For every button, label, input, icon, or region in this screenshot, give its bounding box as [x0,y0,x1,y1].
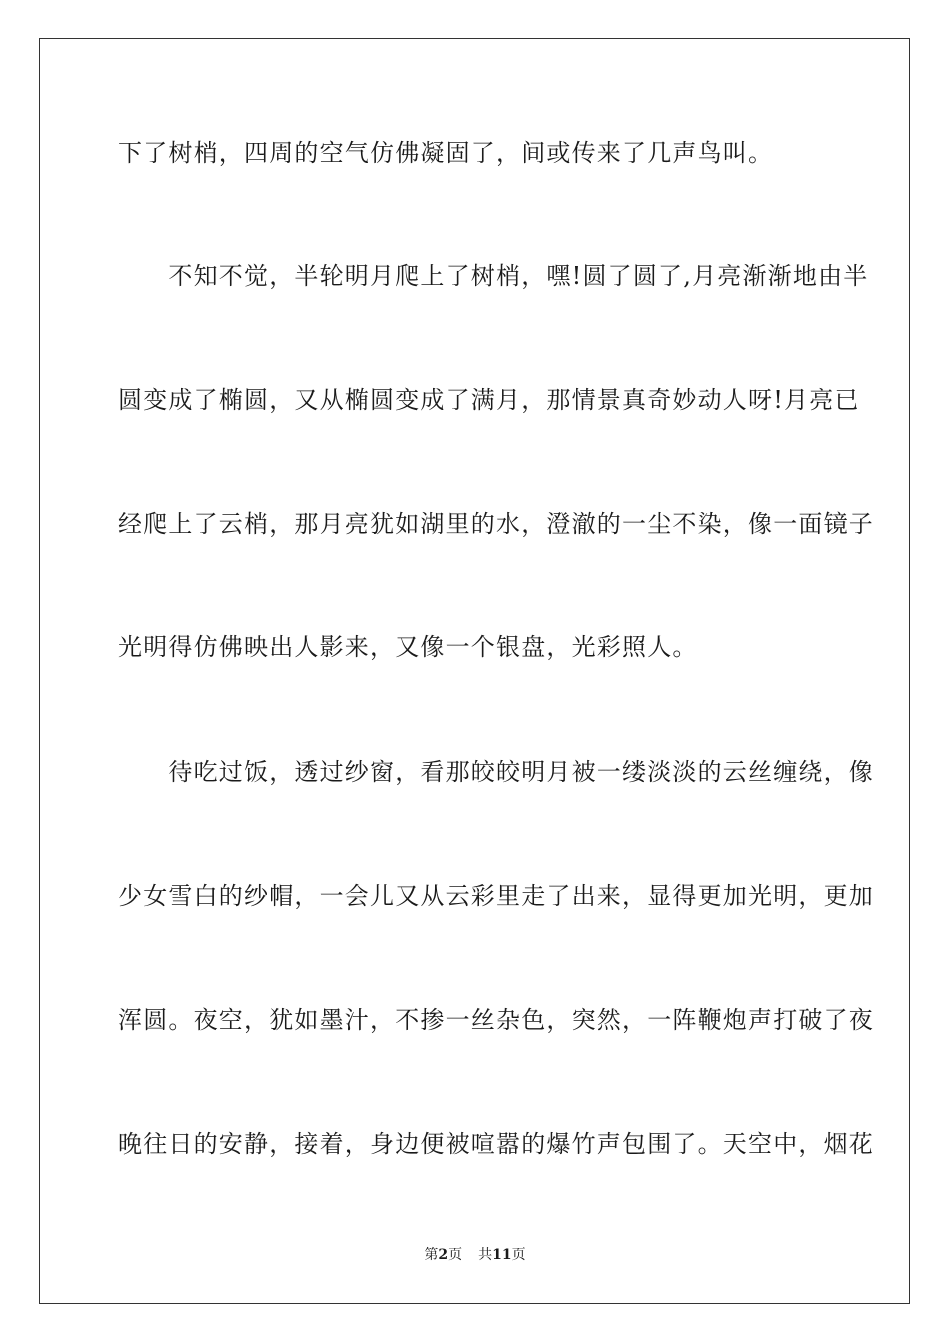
body-line-9: 晚往日的安静，接着，身边便被喧嚣的爆竹声包围了。天空中，烟花 [118,1130,874,1158]
body-line-5: 光明得仿佛映出人影来，又像一个银盘，光彩照人。 [118,633,698,661]
page-total-suffix: 页 [511,1247,526,1263]
page-total-prefix: 共 [478,1247,493,1263]
page-number-prefix: 第 [424,1247,439,1263]
body-line-4: 经爬上了云梢，那月亮犹如湖里的水，澄澈的一尘不染，像一面镜子 [118,510,874,538]
body-line-8: 浑圆。夜空，犹如墨汁，不掺一丝杂色，突然，一阵鞭炮声打破了夜 [118,1006,874,1034]
page-total-count: 11 [492,1247,512,1263]
page-footer [0,1246,950,1264]
body-line-6: 待吃过饭，透过纱窗，看那皎皎明月被一缕淡淡的云丝缠绕，像 [118,758,874,786]
body-line-7: 少女雪白的纱帽，一会儿又从云彩里走了出来，显得更加光明，更加 [118,882,874,910]
page-number-suffix: 页 [448,1247,463,1263]
page-number-current: 2 [438,1247,449,1263]
body-line-1: 下了树梢，四周的空气仿佛凝固了，间或传来了几声鸟叫。 [118,139,774,167]
page-border [39,38,910,1304]
body-line-3: 圆变成了椭圆，又从椭圆变成了满月，那情景真奇妙动人呀!月亮已 [118,386,860,414]
body-line-2: 不知不觉，半轮明月爬上了树梢，嘿!圆了圆了,月亮渐渐地由半 [118,262,869,290]
